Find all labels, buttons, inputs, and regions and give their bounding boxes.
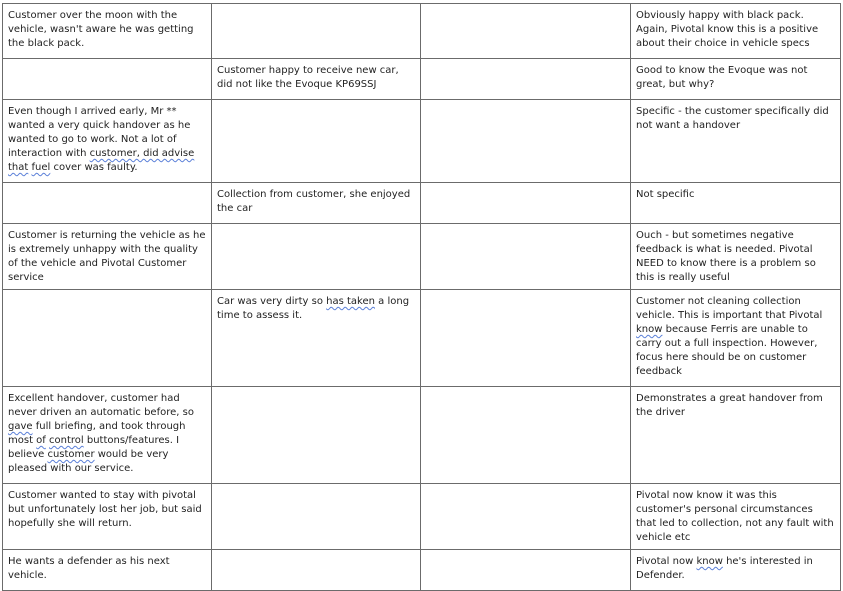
spellcheck-text: has taken xyxy=(326,296,375,307)
table-cell[interactable]: Obviously happy with black pack. Again, Pivotal know this is a positive about their choice in vehicle specs xyxy=(631,4,841,59)
cell-text: Pivotal now xyxy=(636,556,697,567)
table-cell[interactable]: Ouch - but sometimes negative feedback is what is needed. Pivotal NEED to know there is a problem so this is really useful xyxy=(631,224,841,290)
cell-text: cover was faulty. xyxy=(50,162,138,173)
table-cell[interactable] xyxy=(421,387,631,484)
cell-text: Car was very dirty so xyxy=(217,296,327,307)
table-cell[interactable] xyxy=(3,59,212,100)
table-row xyxy=(3,387,841,484)
table-cell[interactable]: He wants a defender as his next vehicle. xyxy=(3,550,212,591)
table-row xyxy=(3,183,841,224)
table-row xyxy=(3,224,841,290)
cell-text: full briefing, and took through most xyxy=(8,421,186,446)
table-cell[interactable] xyxy=(631,550,841,591)
cell-text: Customer not cleaning collection vehicle. This is important that Pivotal xyxy=(636,296,823,321)
table-cell[interactable] xyxy=(3,387,212,484)
spellcheck-text: control xyxy=(49,435,84,446)
spellcheck-text: know xyxy=(636,324,663,335)
table-cell[interactable]: Not specific xyxy=(631,183,841,224)
table-cell[interactable] xyxy=(212,224,421,290)
cell-text: Excellent handover, customer had never driven an automatic before, so xyxy=(8,393,194,418)
cell-text: buttons/features. I believe xyxy=(8,435,180,460)
spellcheck-text: of xyxy=(36,435,46,446)
table-row xyxy=(3,100,841,183)
cell-text: because Ferris are unable to carry out a full inspection. However, focus here should be on customer feedback xyxy=(636,324,818,377)
table-cell[interactable] xyxy=(212,100,421,183)
table-cell[interactable] xyxy=(212,290,421,387)
table-cell[interactable]: Pivotal now know it was this customer's personal circumstances that led to collection, not any fault with vehicle etc xyxy=(631,484,841,550)
table-row xyxy=(3,290,841,387)
table-cell[interactable] xyxy=(421,183,631,224)
table-cell[interactable]: Customer wanted to stay with pivotal but unfortunately lost her job, but said hopefully she will return. xyxy=(3,484,212,550)
table-cell[interactable]: Specific - the customer specifically did not want a handover xyxy=(631,100,841,183)
table-cell[interactable] xyxy=(212,550,421,591)
table-cell[interactable] xyxy=(3,183,212,224)
spellcheck-text: customer xyxy=(47,449,95,460)
table-cell[interactable] xyxy=(631,290,841,387)
table-cell[interactable] xyxy=(3,290,212,387)
table-row xyxy=(3,550,841,591)
table-cell[interactable] xyxy=(212,4,421,59)
table-cell[interactable] xyxy=(421,484,631,550)
table-cell[interactable] xyxy=(421,224,631,290)
table-cell[interactable] xyxy=(421,59,631,100)
spellcheck-text: know xyxy=(696,556,723,567)
table-cell[interactable] xyxy=(212,484,421,550)
table-cell[interactable] xyxy=(421,4,631,59)
table-cell[interactable] xyxy=(212,387,421,484)
cell-text: he's interested in Defender. xyxy=(636,556,813,581)
spellcheck-text: gave xyxy=(8,421,33,432)
table-cell[interactable] xyxy=(421,290,631,387)
table-cell[interactable]: Customer happy to receive new car, did not like the Evoque KP69SSJ xyxy=(212,59,421,100)
table-cell[interactable]: Collection from customer, she enjoyed the car xyxy=(212,183,421,224)
cell-text: Even though I arrived early, Mr ** wanted a very quick handover as he wanted to go to work. Not a lot of interaction with xyxy=(8,106,191,159)
feedback-table xyxy=(2,3,841,591)
table-row xyxy=(3,4,841,59)
spellcheck-text: customer, did advise that xyxy=(8,148,195,173)
table-cell[interactable]: Demonstrates a great handover from the driver xyxy=(631,387,841,484)
spellcheck-text: fuel xyxy=(31,162,51,173)
table-cell[interactable]: Good to know the Evoque was not great, but why? xyxy=(631,59,841,100)
cell-text: a long time to assess it. xyxy=(217,296,410,321)
table-cell[interactable]: Customer over the moon with the vehicle, wasn't aware he was getting the black pack. xyxy=(3,4,212,59)
table-row xyxy=(3,484,841,550)
table-row xyxy=(3,59,841,100)
table-cell[interactable] xyxy=(421,550,631,591)
table-cell[interactable]: Customer is returning the vehicle as he is extremely unhappy with the quality of the vehicle and Pivotal Customer service xyxy=(3,224,212,290)
cell-text: would be very pleased with our service. xyxy=(8,449,169,474)
table-cell[interactable] xyxy=(421,100,631,183)
table-cell[interactable] xyxy=(3,100,212,183)
